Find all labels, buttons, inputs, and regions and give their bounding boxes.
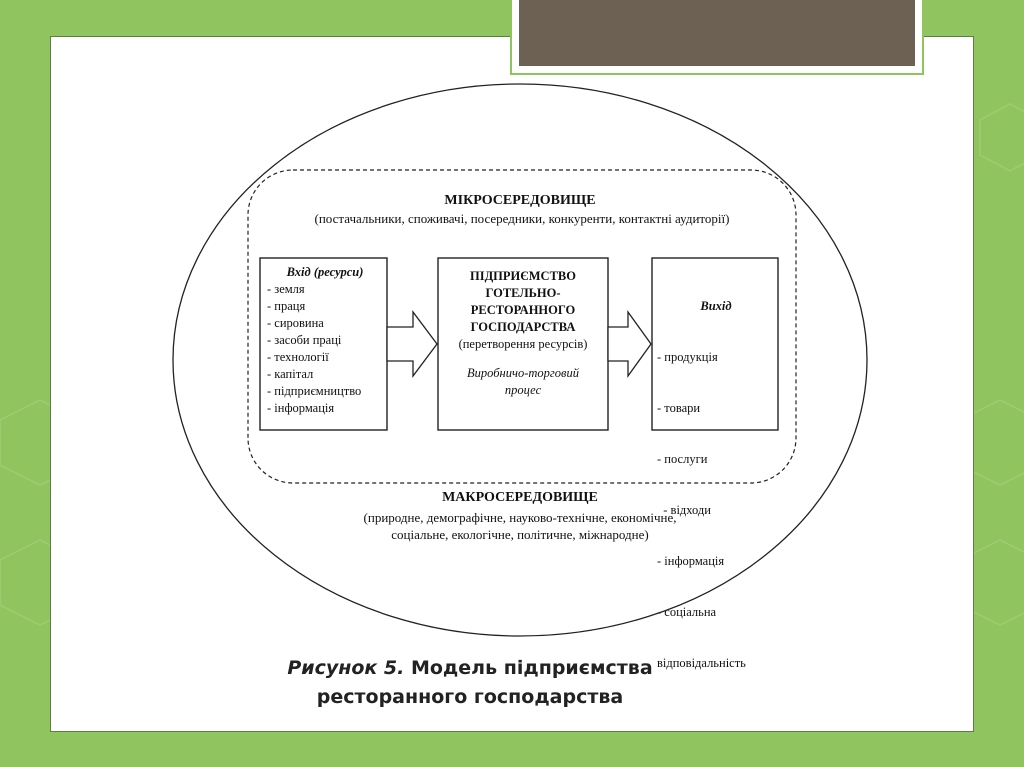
input-item: - праця [267,299,306,313]
output-item: - товари [657,401,701,415]
micro-environment-title: МІКРОСЕРЕДОВИЩЕ [444,193,596,208]
input-item: - засоби праці [267,333,342,347]
output-title: Вихід [700,299,732,313]
input-item: - інформація [267,401,335,415]
input-item: - сировина [267,316,324,330]
enterprise-line: ПІДПРИЄМСТВО [470,269,576,283]
input-item: - земля [267,282,305,296]
output-item: - продукція [657,350,718,364]
enterprise-box-content [440,268,606,399]
enterprise-line: ГОТЕЛЬНО- [485,286,561,300]
input-item: - технології [267,350,329,364]
output-item: відповідальність [657,656,746,670]
micro-environment-subtitle: (постачальники, споживачі, посередники, конкуренти, контактні аудиторії) [314,211,730,226]
caption-text-line1: Модель підприємства [404,657,653,679]
macro-environment-title: МАКРОСЕРЕДОВИЩЕ [442,490,598,505]
output-item: - послуги [657,452,708,466]
enterprise-line: РЕСТОРАННОГО [470,303,576,317]
input-item: - капітал [267,367,314,381]
input-box-content [267,264,383,417]
macro-environment-line2: соціальне, екологічне, політичне, міжнародне) [391,527,649,542]
output-item: - інформація [657,554,725,568]
output-box-content [657,264,775,689]
enterprise-line: ГОСПОДАРСТВА [470,320,576,334]
enterprise-note: (перетворення ресурсів) [458,337,588,351]
input-title: Вхід (ресурси) [286,265,364,279]
caption-number: Рисунок 5. [287,657,405,679]
output-item: - соціальна [657,605,717,619]
input-item: - підприємництво [267,384,362,398]
process-line: Виробничо-торговий [467,366,579,380]
process-line: процес [504,383,542,397]
arrow-enterprise-to-output [608,312,651,376]
arrow-input-to-enterprise [387,312,437,376]
figure-caption [150,654,790,712]
macro-environment-line1: (природне, демографічне, науково-технічне, економічне, [363,510,677,525]
output-item: - відходи [657,503,711,517]
caption-text-line2: ресторанного господарства [316,686,624,708]
